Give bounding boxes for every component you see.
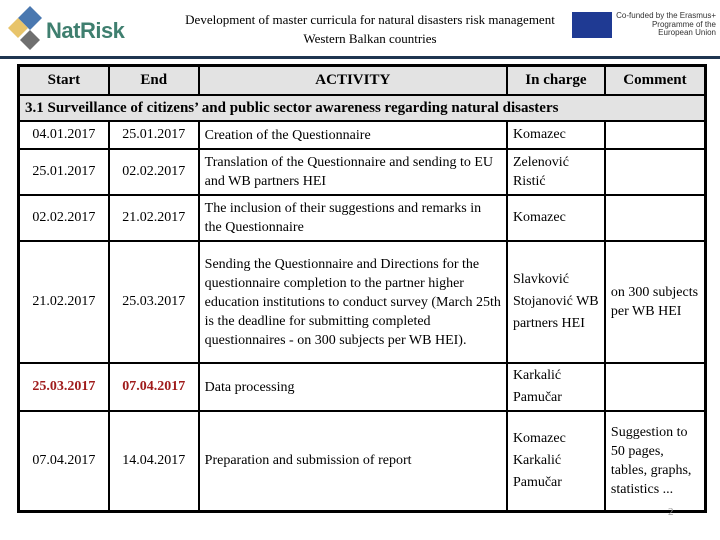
end-date: 25.01.2017	[109, 121, 199, 149]
comment: Suggestion to 50 pages, tables, graphs, statistics ...	[605, 411, 706, 511]
table-row	[19, 411, 706, 511]
in-charge: Zelenović Ristić	[507, 149, 605, 195]
eu-flag-icon	[572, 12, 612, 38]
column-activity: ACTIVITY	[199, 66, 507, 96]
end-date: 07.04.2017	[109, 363, 199, 411]
in-charge: Komazec Karkalić Pamučar	[507, 411, 605, 511]
logo-text: NatRisk	[46, 18, 125, 43]
diamond-logo-icon	[6, 4, 46, 52]
activity: Sending the Questionnaire and Directions for the questionnaire completion to the partner higher education institutions to conduct survey (March 25th is the deadline for submitting completed questionnaires - on 300 subjects per WB HEI).	[199, 241, 507, 363]
activity: Creation of the Questionnaire	[199, 121, 507, 149]
eu-logo	[572, 12, 717, 38]
comment	[605, 363, 706, 411]
table-row	[19, 241, 706, 363]
section-row	[19, 95, 706, 121]
section-title: 3.1 Surveillance of citizens’ and public sector awareness regarding natural disasters	[19, 95, 706, 121]
start-date: 07.04.2017	[19, 411, 109, 511]
table-row	[19, 121, 706, 149]
page-number: 2	[668, 506, 674, 518]
activity: Translation of the Questionnaire and sending to EU and WB partners HEI	[199, 149, 507, 195]
column-comment: Comment	[605, 66, 706, 96]
start-date: 04.01.2017	[19, 121, 109, 149]
in-charge: Komazec	[507, 121, 605, 149]
natrisk-logo	[6, 4, 125, 52]
table-row	[19, 149, 706, 195]
end-date: 21.02.2017	[109, 195, 199, 241]
start-date: 25.01.2017	[19, 149, 109, 195]
table-row	[19, 195, 706, 241]
start-date: 25.03.2017	[19, 363, 109, 411]
activity: Preparation and submission of report	[199, 411, 507, 511]
table-header-row	[19, 66, 706, 96]
column-start: Start	[19, 66, 109, 96]
activity: Data processing	[199, 363, 507, 411]
document-title: Development of master curricula for natural disasters risk management Western Balkan countries	[185, 12, 555, 46]
in-charge: Slavković Stojanović WB partners HEI	[507, 241, 605, 363]
header-divider	[0, 56, 720, 59]
comment	[605, 121, 706, 149]
comment: on 300 subjects per WB HEI	[605, 241, 706, 363]
comment	[605, 195, 706, 241]
in-charge: Karkalić Pamučar	[507, 363, 605, 411]
in-charge: Komazec	[507, 195, 605, 241]
column-in-charge: In charge	[507, 66, 605, 96]
slide-header	[0, 0, 720, 56]
activity: The inclusion of their suggestions and remarks in the Questionnaire	[199, 195, 507, 241]
start-date: 02.02.2017	[19, 195, 109, 241]
eu-cofunded-text: Co-funded by the Erasmus+ Programme of the European Union	[616, 11, 716, 37]
comment	[605, 149, 706, 195]
end-date: 14.04.2017	[109, 411, 199, 511]
start-date: 21.02.2017	[19, 241, 109, 363]
end-date: 25.03.2017	[109, 241, 199, 363]
column-end: End	[109, 66, 199, 96]
table-row	[19, 363, 706, 411]
activity-table	[17, 64, 707, 513]
end-date: 02.02.2017	[109, 149, 199, 195]
